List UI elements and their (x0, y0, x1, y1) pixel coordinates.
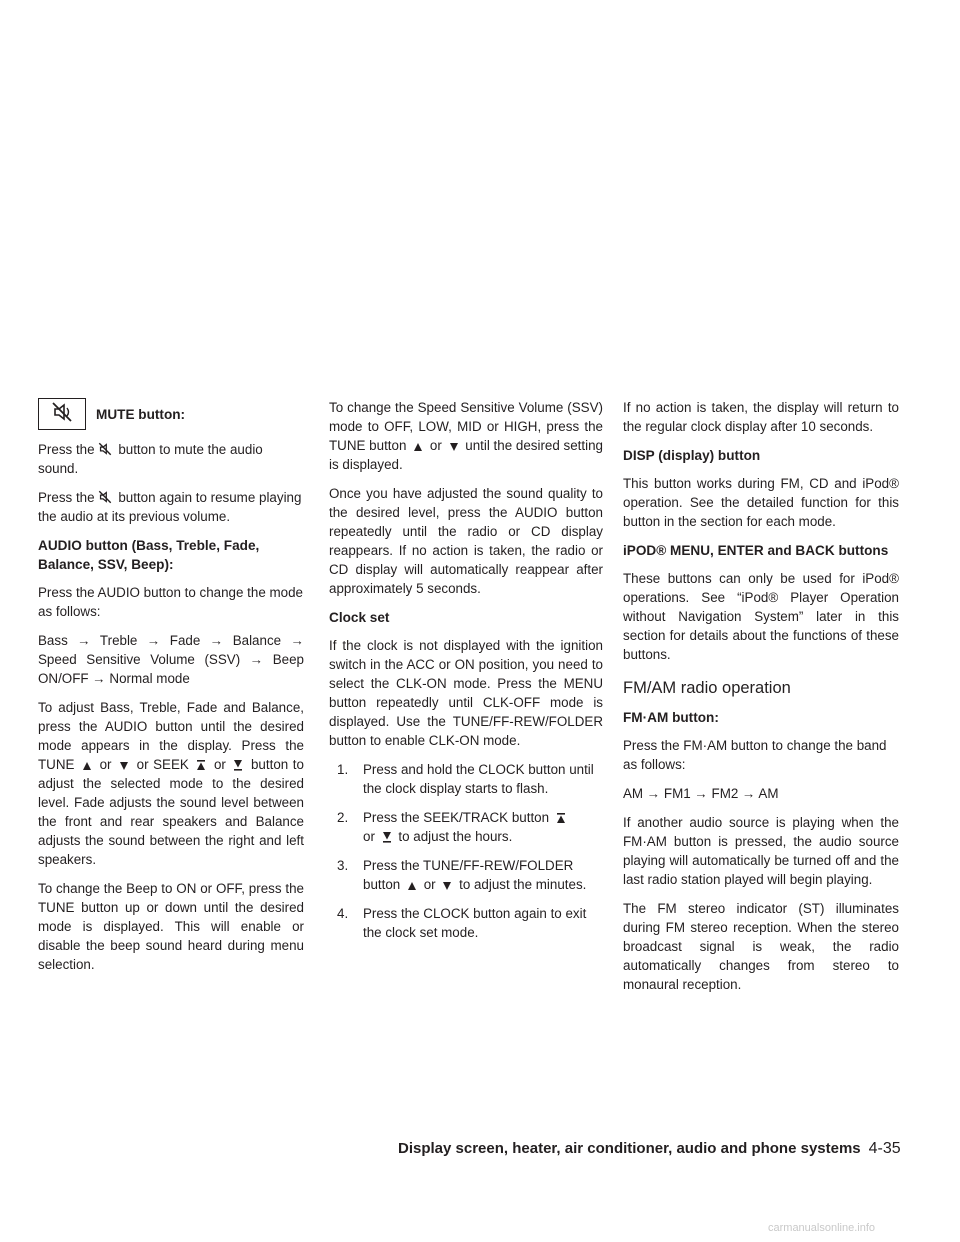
column-2 (329, 398, 603, 952)
fmam-section-title: FM/AM radio operation (623, 679, 791, 697)
step-or: or (423, 877, 436, 892)
fmam-paragraph-1: Press the FM·AM button to change the band as follows: (623, 738, 887, 772)
tune-down-icon (442, 881, 452, 891)
clock-heading: Clock set (329, 610, 390, 625)
clock-return-paragraph: If no action is taken, the display will return to the regular clock display after 10 seconds. (623, 400, 899, 434)
mute-paragraph-2 (38, 488, 304, 526)
fmam-paragraph-2: AM → FM1 → FM2 → AM (623, 786, 779, 801)
step-text: Press the SEEK/TRACK button (363, 810, 550, 825)
step-text: Press the TUNE/FF-REW/FOLDER button (363, 858, 574, 892)
ssv-or: or (429, 438, 442, 453)
seek-up-icon (196, 760, 206, 771)
mute-p2-text-b: button again to resume playing the audio at its previous volume. (38, 490, 302, 524)
audio-paragraph-3 (38, 698, 304, 869)
disp-heading: DISP (display) button (623, 448, 761, 463)
audio-paragraph-4: To change the Beep to ON or OFF, press the TUNE button up or down until the desired mode is displayed. This will enable or disable the beep sound heard during menu selection. (38, 881, 304, 972)
step-number: 1. (337, 762, 349, 777)
seek-down-icon (233, 760, 243, 771)
step-or: or (363, 829, 375, 844)
step-text: Press and hold the CLOCK button until the clock display starts to flash. (363, 762, 594, 796)
list-item (329, 904, 603, 942)
footer-section-title: Display screen, heater, air conditioner, audio and phone systems (398, 1140, 861, 1157)
tune-down-icon (119, 761, 129, 771)
seek-up-icon (556, 813, 566, 824)
mute-icon (98, 442, 112, 456)
step-text-b: to adjust the hours. (398, 829, 513, 844)
step-text: Press the CLOCK button again to exit the clock set mode. (363, 906, 587, 940)
clock-paragraph: If the clock is not displayed with the ignition switch in the ACC or ON position, you need to select the CLK-ON mode. Press the MENU button repeatedly until CLK-OFF mode is displayed. Use the TUNE/FF-REW/FOLDER button to enable CLK-ON mode. (329, 638, 603, 748)
audio-p3-text-a: To adjust Bass, Treble, Fade and Balance, press the AUDIO button until the desired mode appears in the display. Press the TUNE (38, 700, 304, 772)
page-footer (398, 1140, 901, 1158)
mute-p1-text-b: button to mute the audio sound. (38, 442, 263, 476)
step-number: 2. (337, 810, 349, 825)
list-item (329, 856, 603, 894)
ssv-paragraph (329, 398, 603, 474)
audio-paragraph-1: Press the AUDIO button to change the mode as follows: (38, 585, 303, 619)
disp-paragraph: This button works during FM, CD and iPod® operation. See the detailed function for this button in the section for each mode. (623, 476, 899, 529)
column-1 (38, 398, 304, 984)
mute-icon-frame (38, 398, 86, 430)
audio-p3-text-b: button to adjust the selected mode to the desired level. Fade adjusts the sound level between the front and rear speakers and Balance adjusts the sound between the right and left speakers. (38, 757, 304, 867)
tune-up-icon (82, 761, 92, 771)
mute-heading: MUTE button: (96, 406, 186, 422)
column-3 (623, 398, 899, 1004)
list-item (329, 808, 603, 846)
ssv-text-a: To change the Speed Sensitive Volume (SSV) mode to OFF, LOW, MID or HIGH, press the TUNE button (329, 400, 603, 453)
ssv-text-b: until the desired setting is displayed. (329, 438, 603, 472)
seek-down-icon (382, 832, 392, 843)
step-number: 3. (337, 858, 349, 873)
tune-down-icon (449, 442, 459, 452)
list-item (329, 760, 603, 798)
mute-icon (98, 490, 112, 504)
mute-p1-text-a: Press the (38, 442, 95, 457)
ipod-heading: iPOD® MENU, ENTER and BACK buttons (623, 543, 889, 558)
ipod-paragraph: These buttons can only be used for iPod® operations. See “iPod® Player Operation without Navigation System” later in this section for details about the functions of these buttons. (623, 571, 899, 662)
audio-p3-seek: or SEEK (136, 757, 189, 772)
fmam-paragraph-4: The FM stereo indicator (ST) illuminates during FM stereo reception. When the stereo broadcast signal is weak, the radio automatically changes from stereo to monaural reception. (623, 901, 899, 992)
fmam-heading: FM·AM button: (623, 710, 719, 725)
audio-heading: AUDIO button (Bass, Treble, Fade, Balance, SSV, Beep): (38, 538, 260, 572)
tune-up-icon (407, 881, 417, 891)
audio-p3-or-1: or (99, 757, 112, 772)
audio-paragraph-2: Bass → Treble → Fade → Balance → Speed Sensitive Volume (SSV) → Beep ON/OFF → Normal mode (38, 633, 304, 686)
adjust-paragraph: Once you have adjusted the sound quality to the desired level, press the AUDIO button repeatedly until the radio or CD display reappears. If no action is taken, the radio or CD display will automatically reappear after approximately 5 seconds. (329, 486, 603, 596)
step-text-b: to adjust the minutes. (459, 877, 587, 892)
mute-paragraph-1 (38, 440, 304, 478)
step-number: 4. (337, 906, 349, 921)
tune-up-icon (413, 442, 423, 452)
fmam-paragraph-3: If another audio source is playing when the FM·AM button is pressed, the audio source playing will automatically be turned off and the last radio station played will begin playing. (623, 815, 899, 887)
page-number: 4-35 (868, 1140, 901, 1157)
mute-section-header (38, 398, 304, 430)
clock-steps (329, 760, 603, 942)
mute-p2-text-a: Press the (38, 490, 95, 505)
audio-p3-or-2: or (213, 757, 226, 772)
watermark: carmanualsonline.info (768, 1222, 876, 1234)
mute-icon (51, 401, 73, 428)
